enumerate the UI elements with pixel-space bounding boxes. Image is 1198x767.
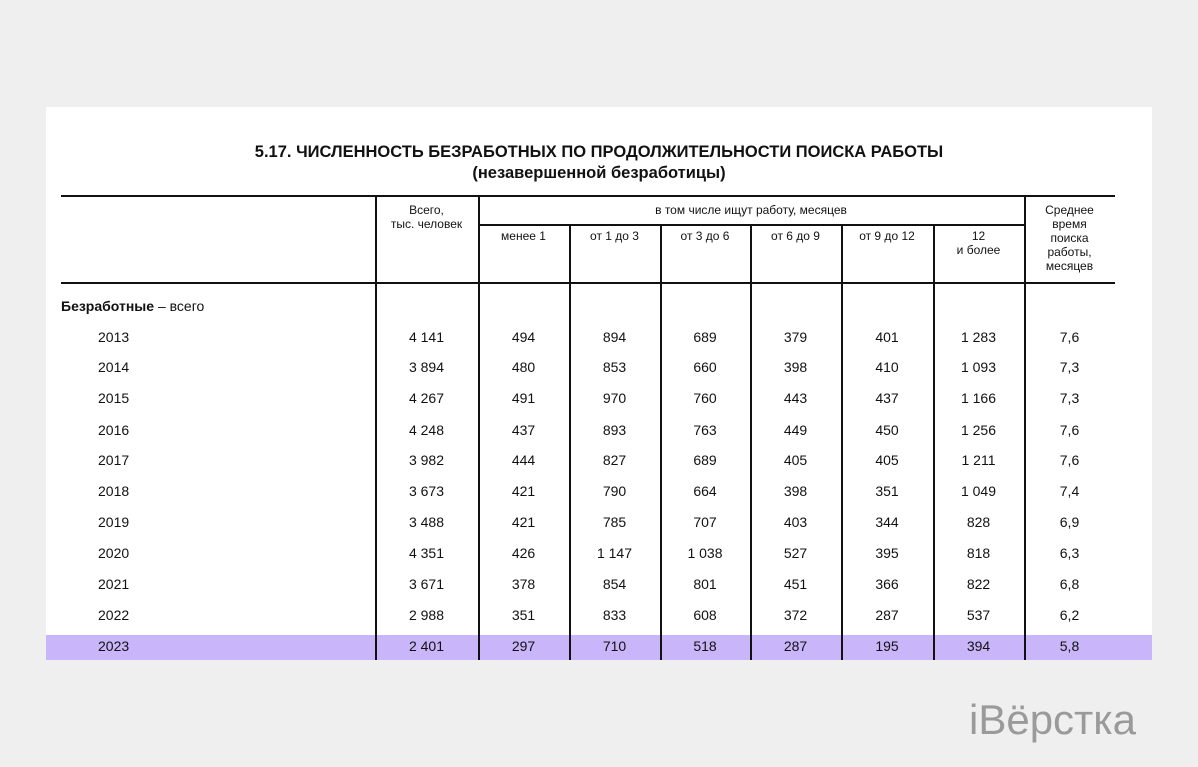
- cell-col-3: 1 038: [687, 545, 723, 561]
- row-year: 2020: [98, 545, 130, 561]
- cell-col-6: 537: [966, 607, 991, 623]
- cell-col-4: 451: [783, 576, 808, 592]
- table-top-rule: [61, 195, 1115, 197]
- cell-col-2: 853: [602, 359, 627, 375]
- cell-col-1: 351: [511, 607, 536, 623]
- cell-col-2: 893: [602, 422, 627, 438]
- cell-col-3: 664: [693, 483, 717, 499]
- cell-col-6: 1 256: [960, 422, 997, 438]
- cell-avg: 7,3: [1059, 359, 1080, 375]
- cell-col-4: 379: [783, 329, 808, 345]
- cell-col-5: 351: [875, 483, 899, 499]
- cell-col-6: 1 093: [960, 359, 997, 375]
- cell-col-4: 449: [783, 422, 808, 438]
- col-divider-6: [933, 224, 935, 660]
- table-title: 5.17. ЧИСЛЕННОСТЬ БЕЗРАБОТНЫХ ПО ПРОДОЛЖИТЕЛЬНОСТИ ПОИСКА РАБОТЫ: [254, 143, 944, 161]
- col-divider-2: [569, 224, 571, 660]
- cell-col-2: 827: [602, 452, 627, 468]
- cell-col-3: 518: [693, 638, 717, 654]
- cell-col-4: 287: [783, 638, 808, 654]
- row-year: 2016: [98, 422, 130, 438]
- cell-avg: 7,4: [1059, 483, 1080, 499]
- cell-col-5: 195: [875, 638, 899, 654]
- cell-col-2: 1 147: [596, 545, 633, 561]
- cell-col-1: 297: [511, 638, 536, 654]
- cell-total: 4 141: [408, 329, 445, 345]
- row-year: 2023: [98, 638, 130, 654]
- cell-total: 2 988: [408, 607, 445, 623]
- cell-total: 3 673: [408, 483, 445, 499]
- cell-avg: 6,3: [1059, 545, 1080, 561]
- cell-col-3: 608: [693, 607, 717, 623]
- header-col-2: от 1 до 3: [590, 229, 639, 243]
- brand-logo: іВёрстка: [969, 696, 1136, 743]
- col-divider-5: [841, 224, 843, 660]
- section-label-bold: Безработные: [61, 298, 155, 314]
- row-year: 2022: [98, 607, 130, 623]
- row-year: 2018: [98, 483, 130, 499]
- cell-avg: 7,3: [1059, 390, 1080, 406]
- header-group: в том числе ищут работу, месяцев: [655, 203, 847, 217]
- cell-total: 3 894: [408, 359, 445, 375]
- cell-col-6: 818: [966, 545, 991, 561]
- cell-total: 3 982: [408, 452, 445, 468]
- section-label: [61, 297, 204, 315]
- cell-col-2: 833: [602, 607, 627, 623]
- header-col-5: от 9 до 12: [859, 229, 915, 243]
- cell-total: 2 401: [408, 638, 445, 654]
- cell-col-1: 426: [511, 545, 536, 561]
- cell-avg: 7,6: [1059, 329, 1080, 345]
- cell-col-6: 828: [966, 514, 991, 530]
- cell-avg: 6,2: [1059, 607, 1080, 623]
- cell-col-2: 894: [602, 329, 627, 345]
- cell-col-6: 822: [966, 576, 991, 592]
- cell-col-4: 443: [783, 390, 808, 406]
- cell-total: 4 267: [408, 390, 445, 406]
- cell-total: 4 248: [408, 422, 445, 438]
- cell-col-6: 1 049: [960, 483, 997, 499]
- cell-col-5: 410: [875, 359, 899, 375]
- cell-col-5: 287: [875, 607, 899, 623]
- row-year: 2015: [98, 390, 130, 406]
- cell-col-5: 405: [875, 452, 899, 468]
- cell-col-6: 1 166: [960, 390, 997, 406]
- row-year: 2017: [98, 452, 130, 468]
- row-year: 2013: [98, 329, 130, 345]
- cell-col-3: 801: [693, 576, 717, 592]
- cell-col-4: 372: [783, 607, 808, 623]
- cell-col-4: 405: [783, 452, 808, 468]
- cell-col-1: 480: [511, 359, 536, 375]
- cell-col-4: 527: [783, 545, 808, 561]
- col-divider-4: [750, 224, 752, 660]
- cell-col-2: 790: [602, 483, 627, 499]
- cell-col-1: 378: [511, 576, 536, 592]
- cell-avg: 6,8: [1059, 576, 1080, 592]
- cell-col-1: 437: [511, 422, 536, 438]
- cell-col-1: 421: [511, 514, 536, 530]
- cell-col-6: 1 283: [960, 329, 997, 345]
- cell-avg: 7,6: [1059, 452, 1080, 468]
- header-avg: Среднее время поиска работы, месяцев: [1045, 203, 1094, 273]
- cell-col-5: 395: [875, 545, 899, 561]
- cell-total: 3 671: [408, 576, 445, 592]
- cell-col-4: 398: [783, 359, 808, 375]
- cell-col-4: 403: [783, 514, 808, 530]
- cell-col-3: 763: [693, 422, 717, 438]
- cell-col-2: 710: [602, 638, 627, 654]
- header-bottom-rule: [61, 282, 1115, 284]
- header-col-1: менее 1: [501, 229, 546, 243]
- cell-avg: 7,6: [1059, 422, 1080, 438]
- header-col-4: от 6 до 9: [771, 229, 820, 243]
- cell-col-2: 970: [602, 390, 627, 406]
- cell-col-2: 785: [602, 514, 627, 530]
- cell-col-3: 689: [693, 329, 717, 345]
- cell-col-6: 394: [966, 638, 991, 654]
- cell-col-1: 494: [511, 329, 536, 345]
- table-card: [46, 107, 1152, 660]
- section-label-rest: – всего: [154, 298, 205, 314]
- cell-col-5: 366: [875, 576, 899, 592]
- cell-col-5: 344: [875, 514, 899, 530]
- row-year: 2019: [98, 514, 130, 530]
- cell-avg: 5,8: [1059, 638, 1080, 654]
- cell-col-5: 401: [875, 329, 899, 345]
- col-divider-3: [660, 224, 662, 660]
- cell-total: 3 488: [408, 514, 445, 530]
- row-year: 2021: [98, 576, 130, 592]
- cell-col-5: 450: [875, 422, 899, 438]
- cell-col-5: 437: [875, 390, 899, 406]
- cell-total: 4 351: [408, 545, 445, 561]
- cell-col-1: 444: [511, 452, 536, 468]
- cell-col-1: 421: [511, 483, 536, 499]
- cell-col-2: 854: [602, 576, 627, 592]
- cell-col-3: 689: [693, 452, 717, 468]
- header-total: Всего, тыс. человек: [390, 203, 463, 231]
- cell-col-6: 1 211: [961, 452, 996, 468]
- header-col-6: 12 и более: [956, 229, 1001, 257]
- cell-col-4: 398: [783, 483, 808, 499]
- cell-col-3: 707: [693, 514, 717, 530]
- cell-col-1: 491: [511, 390, 536, 406]
- cell-avg: 6,9: [1059, 514, 1080, 530]
- table-subtitle: (незавершенной безработицы): [472, 164, 726, 182]
- header-col-3: от 3 до 6: [680, 229, 730, 243]
- cell-col-3: 760: [693, 390, 717, 406]
- cell-col-3: 660: [693, 359, 717, 375]
- row-year: 2014: [98, 359, 130, 375]
